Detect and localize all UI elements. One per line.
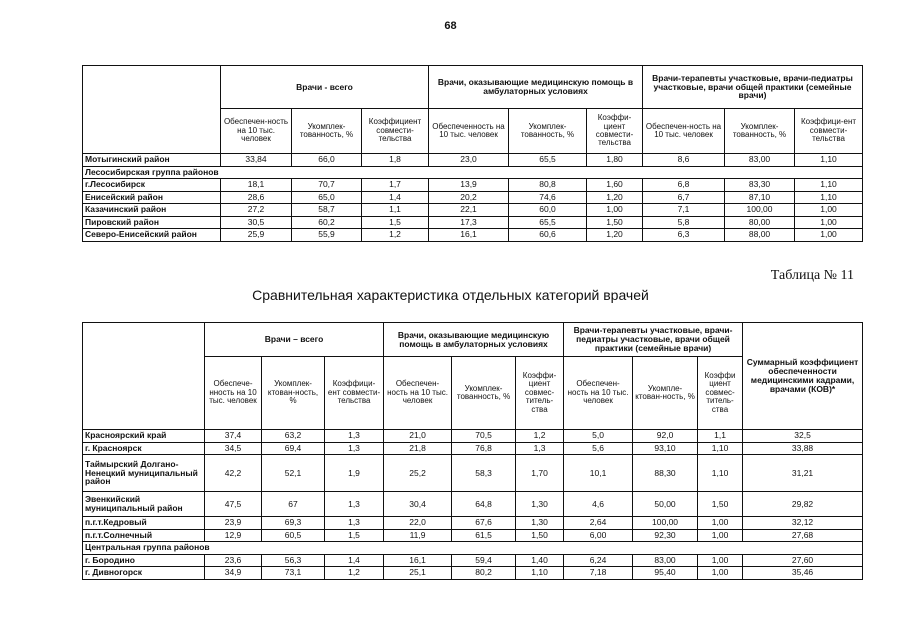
table-cell: 52,1 [262,455,325,492]
table-cell: 5,0 [564,430,633,443]
table-cell: 87,10 [725,191,795,204]
table-2-body [83,430,863,580]
table-row [83,517,863,530]
table-row [83,455,863,492]
table-cell: 1,10 [795,179,863,192]
page-number: 68 [444,20,457,32]
row-label: Пировский район [83,216,221,229]
table-cell: 25,2 [384,455,452,492]
table-cell: 95,40 [633,567,698,580]
table-1 [82,65,863,242]
column-header: Укомпле-ктован-ность, % [633,357,698,430]
column-header: Укомплек-тованность, % [509,109,587,154]
column-header: Обеспечен-ность на 10 тыс. человек [643,109,725,154]
table-cell: 56,3 [262,554,325,567]
table-cell: 33,84 [221,154,292,167]
table-cell: 25,9 [221,229,292,242]
table-cell: 64,8 [452,492,516,517]
table-cell: 1,10 [795,154,863,167]
table-cell: 1,8 [362,154,429,167]
group-label: Центральная группа районов [83,542,863,555]
table-cell: 5,8 [643,216,725,229]
column-header: Обеспечен-ность на 10 тыс. человек [384,357,452,430]
table-cell: 1,5 [325,529,384,542]
table-cell: 4,6 [564,492,633,517]
table-cell: 67 [262,492,325,517]
table-cell: 23,9 [205,517,262,530]
table-cell: 1,20 [587,191,643,204]
table-cell: 21,8 [384,442,452,455]
table-cell: 6,00 [564,529,633,542]
table-cell: 65,5 [509,216,587,229]
table-2 [82,322,863,580]
table-cell: 1,80 [587,154,643,167]
table-cell: 1,2 [362,229,429,242]
table-cell: 66,0 [292,154,362,167]
table-cell: 1,2 [325,567,384,580]
column-header: Укомплек-тованность, % [725,109,795,154]
table-cell: 63,2 [262,430,325,443]
table-cell: 1,10 [795,191,863,204]
table-cell: 1,70 [516,455,564,492]
table-cell: 32,12 [743,517,863,530]
table-cell: 1,1 [362,204,429,217]
table-cell: 8,6 [643,154,725,167]
table-cell: 58,3 [452,455,516,492]
table-cell: 1,5 [362,216,429,229]
table-cell: 33,88 [743,442,863,455]
column-header: Коэффи-циент совмести-тельства [587,109,643,154]
table-cell: 27,68 [743,529,863,542]
table-cell: 30,4 [384,492,452,517]
table-row [83,529,863,542]
table-cell: 1,10 [698,442,743,455]
table-cell: 1,1 [698,430,743,443]
table-cell: 93,10 [633,442,698,455]
table-cell: 76,8 [452,442,516,455]
column-header: Коэффици-ент совмести-тельства [325,357,384,430]
row-label-header [83,66,221,154]
table-cell: 25,1 [384,567,452,580]
table-row [83,442,863,455]
table-cell: 1,50 [516,529,564,542]
table-cell: 1,7 [362,179,429,192]
row-label: Эвенкийский муниципальный район [83,492,205,517]
table-cell: 100,00 [633,517,698,530]
column-header: Обеспечен-ность на 10 тыс. человек [564,357,633,430]
table-cell: 1,00 [698,529,743,542]
table-cell: 23,6 [205,554,262,567]
table-cell: 13,9 [429,179,509,192]
table-1-body [83,154,863,242]
table-cell: 2,64 [564,517,633,530]
table-cell: 1,4 [325,554,384,567]
table-cell: 42,2 [205,455,262,492]
table-cell: 59,4 [452,554,516,567]
table-cell: 1,3 [325,492,384,517]
table-cell: 1,00 [795,204,863,217]
row-label: г. Бородино [83,554,205,567]
column-header: Коэффи-циент совмес-титель-ства [516,357,564,430]
row-label: Казачинский район [83,204,221,217]
table-row [83,567,863,580]
row-label: г.Лесосибирск [83,179,221,192]
table-cell: 34,9 [205,567,262,580]
group-row [83,166,863,179]
table-row [83,179,863,192]
row-label: п.г.т.Солнечный [83,529,205,542]
table-cell: 80,00 [725,216,795,229]
table-cell: 23,0 [429,154,509,167]
column-header: Укомплек-ктован-ность, % [262,357,325,430]
group-header-total: Врачи – всего [205,323,384,357]
table-cell: 69,3 [262,517,325,530]
table-cell: 29,82 [743,492,863,517]
table-cell: 16,1 [429,229,509,242]
table-cell: 1,00 [698,567,743,580]
table-cell: 60,6 [509,229,587,242]
table-cell: 7,1 [643,204,725,217]
column-header: Обеспечен-ность на 10 тыс. человек [221,109,292,154]
group-row [83,542,863,555]
table-cell: 47,5 [205,492,262,517]
table-cell: 1,50 [698,492,743,517]
table-cell: 73,1 [262,567,325,580]
table-cell: 70,5 [452,430,516,443]
table-cell: 1,00 [587,204,643,217]
table-cell: 6,3 [643,229,725,242]
table-cell: 1,2 [516,430,564,443]
table-cell: 12,9 [205,529,262,542]
row-label: Красноярский край [83,430,205,443]
row-label: Таймырский Долгано-Ненецкий муниципальный район [83,455,205,492]
table-cell: 31,21 [743,455,863,492]
table-cell: 37,4 [205,430,262,443]
table-cell: 83,30 [725,179,795,192]
table-cell: 11,9 [384,529,452,542]
table-row [83,216,863,229]
table-cell: 1,60 [587,179,643,192]
table-title: Сравнительная характеристика отдельных категорий врачей [252,287,649,303]
table-cell: 67,6 [452,517,516,530]
table-cell: 83,00 [633,554,698,567]
table-cell: 6,24 [564,554,633,567]
row-label: Мотыгинский район [83,154,221,167]
table-cell: 32,5 [743,430,863,443]
table-cell: 61,5 [452,529,516,542]
row-label: Енисейский район [83,191,221,204]
column-header: Укомплек-тованность, % [452,357,516,430]
group-header-total: Врачи - всего [221,66,429,109]
table-cell: 1,4 [362,191,429,204]
table-number: Таблица № 11 [770,268,854,283]
table-cell: 74,6 [509,191,587,204]
table-cell: 7,18 [564,567,633,580]
table-cell: 1,10 [516,567,564,580]
table-cell: 28,6 [221,191,292,204]
table-cell: 1,50 [587,216,643,229]
table-cell: 22,1 [429,204,509,217]
table-cell: 30,5 [221,216,292,229]
table-cell: 70,7 [292,179,362,192]
group-header-therapists: Врачи-терапевты участковые, врачи-педиатры участковые, врачи общей практики (семейные врачи) [564,323,743,357]
column-header: Коэффи циент совмес-титель-ства [698,357,743,430]
table-cell: 65,5 [509,154,587,167]
table-cell: 1,00 [795,216,863,229]
table-cell: 1,3 [325,442,384,455]
table-cell: 88,30 [633,455,698,492]
table-cell: 35,46 [743,567,863,580]
column-header: Коэффициент совмести-тельства [362,109,429,154]
table-row [83,191,863,204]
table-cell: 17,3 [429,216,509,229]
row-label: п.г.т.Кедровый [83,517,205,530]
table-row [83,554,863,567]
table-cell: 27,60 [743,554,863,567]
table-cell: 20,2 [429,191,509,204]
table-cell: 60,0 [509,204,587,217]
table-cell: 1,30 [516,492,564,517]
table-cell: 92,30 [633,529,698,542]
table-cell: 1,10 [698,455,743,492]
table-cell: 10,1 [564,455,633,492]
table-cell: 80,2 [452,567,516,580]
table-cell: 83,00 [725,154,795,167]
table-cell: 22,0 [384,517,452,530]
table-cell: 60,5 [262,529,325,542]
column-header: Укомплек-тованность, % [292,109,362,154]
table-cell: 92,0 [633,430,698,443]
table-cell: 6,8 [643,179,725,192]
column-header: Коэффици-ент совмести-тельства [795,109,863,154]
row-label: г. Красноярск [83,442,205,455]
group-header-kov: Суммарный коэффициент обеспеченности медицинскими кадрами, врачами (КОВ)* [743,323,863,430]
table-cell: 1,3 [325,517,384,530]
table-row [83,204,863,217]
row-label: г. Дивногорск [83,567,205,580]
column-header: Обеспеченность на 10 тыс. человек [429,109,509,154]
table-cell: 21,0 [384,430,452,443]
table-cell: 5,6 [564,442,633,455]
table-cell: 1,00 [698,517,743,530]
table-cell: 1,40 [516,554,564,567]
table-cell: 58,7 [292,204,362,217]
table-cell: 1,3 [325,430,384,443]
table-row [83,154,863,167]
table-cell: 65,0 [292,191,362,204]
table-cell: 80,8 [509,179,587,192]
table-cell: 1,9 [325,455,384,492]
table-cell: 69,4 [262,442,325,455]
table-cell: 1,00 [795,229,863,242]
group-label: Лесосибирская группа районов [83,166,863,179]
table-row [83,492,863,517]
table-cell: 27,2 [221,204,292,217]
table-cell: 100,00 [725,204,795,217]
table-row [83,430,863,443]
row-label-header [83,323,205,430]
group-header-outpatient: Врачи, оказывающие медицинскую помощь в амбулаторных условиях [429,66,643,109]
table-cell: 1,30 [516,517,564,530]
table-cell: 60,2 [292,216,362,229]
table-cell: 6,7 [643,191,725,204]
group-header-outpatient: Врачи, оказывающие медицинскую помощь в амбулаторных условиях [384,323,564,357]
table-row [83,229,863,242]
table-cell: 1,00 [698,554,743,567]
table-cell: 1,3 [516,442,564,455]
table-cell: 18,1 [221,179,292,192]
group-header-therapists: Врачи-терапевты участковые, врачи-педиатры участковые, врачи общей практики (семейные врачи) [643,66,863,109]
table-cell: 16,1 [384,554,452,567]
table-cell: 34,5 [205,442,262,455]
table-cell: 50,00 [633,492,698,517]
column-header: Обеспече-нность на 10 тыс. человек [205,357,262,430]
table-cell: 1,20 [587,229,643,242]
table-cell: 88,00 [725,229,795,242]
table-cell: 55,9 [292,229,362,242]
row-label: Северо-Енисейский район [83,229,221,242]
